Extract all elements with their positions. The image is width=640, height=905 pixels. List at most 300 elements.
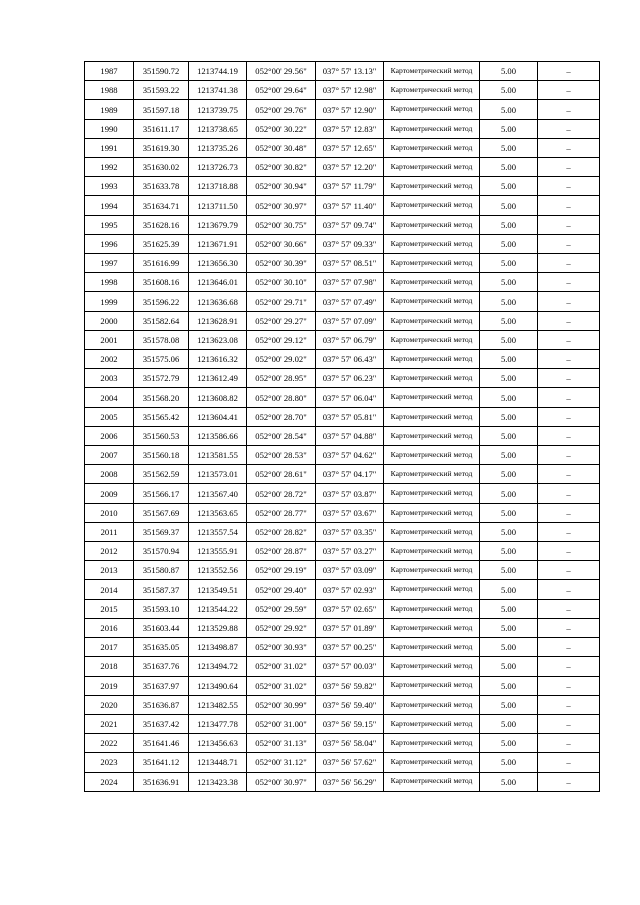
- point-number-cell: 2010: [85, 503, 134, 522]
- x-coordinate-cell: 351619.30: [134, 138, 189, 157]
- note-cell: –: [538, 100, 600, 119]
- table-row: [85, 618, 600, 637]
- latitude-cell: 052°00' 29.19": [247, 561, 316, 580]
- method-cell: Картометрический метод: [384, 465, 480, 484]
- method-cell: Картометрический метод: [384, 503, 480, 522]
- x-coordinate-cell: 351616.99: [134, 254, 189, 273]
- accuracy-cell: 5.00: [480, 407, 538, 426]
- table-row: [85, 215, 600, 234]
- note-cell: –: [538, 177, 600, 196]
- method-cell: Картометрический метод: [384, 542, 480, 561]
- method-cell: Картометрический метод: [384, 580, 480, 599]
- x-coordinate-cell: 351575.06: [134, 350, 189, 369]
- accuracy-cell: 5.00: [480, 772, 538, 791]
- method-cell: Картометрический метод: [384, 369, 480, 388]
- method-cell: Картометрический метод: [384, 177, 480, 196]
- longitude-cell: 037° 57' 07.09": [316, 311, 384, 330]
- point-number-cell: 2005: [85, 407, 134, 426]
- note-cell: –: [538, 292, 600, 311]
- point-number-cell: 1989: [85, 100, 134, 119]
- note-cell: –: [538, 714, 600, 733]
- method-cell: Картометрический метод: [384, 388, 480, 407]
- accuracy-cell: 5.00: [480, 369, 538, 388]
- table-row: [85, 81, 600, 100]
- method-cell: Картометрический метод: [384, 522, 480, 541]
- method-cell: Картометрический метод: [384, 350, 480, 369]
- note-cell: –: [538, 542, 600, 561]
- longitude-cell: 037° 57' 04.62": [316, 446, 384, 465]
- table-row: [85, 369, 600, 388]
- table-row: [85, 234, 600, 253]
- point-number-cell: 1992: [85, 158, 134, 177]
- table-row: [85, 484, 600, 503]
- y-coordinate-cell: 1213448.71: [189, 753, 247, 772]
- latitude-cell: 052°00' 28.61": [247, 465, 316, 484]
- accuracy-cell: 5.00: [480, 695, 538, 714]
- table-row: [85, 62, 600, 81]
- note-cell: –: [538, 215, 600, 234]
- x-coordinate-cell: 351590.72: [134, 62, 189, 81]
- method-cell: Картометрический метод: [384, 138, 480, 157]
- longitude-cell: 037° 57' 01.89": [316, 618, 384, 637]
- method-cell: Картометрический метод: [384, 426, 480, 445]
- longitude-cell: 037° 57' 03.27": [316, 542, 384, 561]
- note-cell: –: [538, 618, 600, 637]
- x-coordinate-cell: 351565.42: [134, 407, 189, 426]
- y-coordinate-cell: 1213738.65: [189, 119, 247, 138]
- table-row: [85, 311, 600, 330]
- y-coordinate-cell: 1213490.64: [189, 676, 247, 695]
- accuracy-cell: 5.00: [480, 311, 538, 330]
- y-coordinate-cell: 1213567.40: [189, 484, 247, 503]
- point-number-cell: 2023: [85, 753, 134, 772]
- method-cell: Картометрический метод: [384, 100, 480, 119]
- y-coordinate-cell: 1213563.65: [189, 503, 247, 522]
- latitude-cell: 052°00' 29.64": [247, 81, 316, 100]
- longitude-cell: 037° 57' 05.81": [316, 407, 384, 426]
- accuracy-cell: 5.00: [480, 657, 538, 676]
- longitude-cell: 037° 57' 00.25": [316, 638, 384, 657]
- table-row: [85, 465, 600, 484]
- y-coordinate-cell: 1213636.68: [189, 292, 247, 311]
- latitude-cell: 052°00' 30.93": [247, 638, 316, 657]
- accuracy-cell: 5.00: [480, 503, 538, 522]
- latitude-cell: 052°00' 28.53": [247, 446, 316, 465]
- table-row: [85, 138, 600, 157]
- method-cell: Картометрический метод: [384, 273, 480, 292]
- x-coordinate-cell: 351611.17: [134, 119, 189, 138]
- x-coordinate-cell: 351628.16: [134, 215, 189, 234]
- table-row: [85, 580, 600, 599]
- longitude-cell: 037° 57' 09.33": [316, 234, 384, 253]
- latitude-cell: 052°00' 29.76": [247, 100, 316, 119]
- accuracy-cell: 5.00: [480, 81, 538, 100]
- point-number-cell: 2019: [85, 676, 134, 695]
- x-coordinate-cell: 351636.87: [134, 695, 189, 714]
- method-cell: Картометрический метод: [384, 484, 480, 503]
- latitude-cell: 052°00' 30.39": [247, 254, 316, 273]
- x-coordinate-cell: 351562.59: [134, 465, 189, 484]
- point-number-cell: 2007: [85, 446, 134, 465]
- accuracy-cell: 5.00: [480, 618, 538, 637]
- y-coordinate-cell: 1213612.49: [189, 369, 247, 388]
- latitude-cell: 052°00' 30.99": [247, 695, 316, 714]
- accuracy-cell: 5.00: [480, 273, 538, 292]
- accuracy-cell: 5.00: [480, 599, 538, 618]
- accuracy-cell: 5.00: [480, 714, 538, 733]
- latitude-cell: 052°00' 28.77": [247, 503, 316, 522]
- x-coordinate-cell: 351634.71: [134, 196, 189, 215]
- latitude-cell: 052°00' 30.75": [247, 215, 316, 234]
- accuracy-cell: 5.00: [480, 734, 538, 753]
- note-cell: –: [538, 695, 600, 714]
- table-row: [85, 407, 600, 426]
- latitude-cell: 052°00' 31.12": [247, 753, 316, 772]
- y-coordinate-cell: 1213741.38: [189, 81, 247, 100]
- x-coordinate-cell: 351597.18: [134, 100, 189, 119]
- y-coordinate-cell: 1213735.26: [189, 138, 247, 157]
- y-coordinate-cell: 1213555.91: [189, 542, 247, 561]
- y-coordinate-cell: 1213628.91: [189, 311, 247, 330]
- point-number-cell: 1998: [85, 273, 134, 292]
- table-row: [85, 753, 600, 772]
- note-cell: –: [538, 138, 600, 157]
- table-row: [85, 350, 600, 369]
- longitude-cell: 037° 56' 59.15": [316, 714, 384, 733]
- point-number-cell: 1988: [85, 81, 134, 100]
- latitude-cell: 052°00' 29.12": [247, 330, 316, 349]
- method-cell: Картометрический метод: [384, 62, 480, 81]
- point-number-cell: 2021: [85, 714, 134, 733]
- longitude-cell: 037° 57' 12.20": [316, 158, 384, 177]
- y-coordinate-cell: 1213477.78: [189, 714, 247, 733]
- latitude-cell: 052°00' 30.94": [247, 177, 316, 196]
- latitude-cell: 052°00' 30.22": [247, 119, 316, 138]
- note-cell: –: [538, 273, 600, 292]
- note-cell: –: [538, 369, 600, 388]
- point-number-cell: 2008: [85, 465, 134, 484]
- longitude-cell: 037° 57' 03.35": [316, 522, 384, 541]
- table-row: [85, 503, 600, 522]
- method-cell: Картометрический метод: [384, 695, 480, 714]
- accuracy-cell: 5.00: [480, 215, 538, 234]
- point-number-cell: 1994: [85, 196, 134, 215]
- method-cell: Картометрический метод: [384, 753, 480, 772]
- latitude-cell: 052°00' 31.00": [247, 714, 316, 733]
- longitude-cell: 037° 57' 12.65": [316, 138, 384, 157]
- accuracy-cell: 5.00: [480, 753, 538, 772]
- latitude-cell: 052°00' 28.70": [247, 407, 316, 426]
- longitude-cell: 037° 57' 13.13": [316, 62, 384, 81]
- method-cell: Картометрический метод: [384, 772, 480, 791]
- point-number-cell: 1987: [85, 62, 134, 81]
- x-coordinate-cell: 351635.05: [134, 638, 189, 657]
- longitude-cell: 037° 57' 09.74": [316, 215, 384, 234]
- latitude-cell: 052°00' 29.56": [247, 62, 316, 81]
- y-coordinate-cell: 1213718.88: [189, 177, 247, 196]
- method-cell: Картометрический метод: [384, 311, 480, 330]
- longitude-cell: 037° 57' 03.67": [316, 503, 384, 522]
- y-coordinate-cell: 1213646.01: [189, 273, 247, 292]
- table-row: [85, 177, 600, 196]
- accuracy-cell: 5.00: [480, 62, 538, 81]
- note-cell: –: [538, 196, 600, 215]
- table-row: [85, 638, 600, 657]
- note-cell: –: [538, 350, 600, 369]
- method-cell: Картометрический метод: [384, 561, 480, 580]
- longitude-cell: 037° 56' 58.04": [316, 734, 384, 753]
- note-cell: –: [538, 503, 600, 522]
- longitude-cell: 037° 56' 57.62": [316, 753, 384, 772]
- method-cell: Картометрический метод: [384, 158, 480, 177]
- note-cell: –: [538, 311, 600, 330]
- table-row: [85, 657, 600, 676]
- longitude-cell: 037° 57' 00.03": [316, 657, 384, 676]
- table-row: [85, 772, 600, 791]
- point-number-cell: 2024: [85, 772, 134, 791]
- note-cell: –: [538, 734, 600, 753]
- x-coordinate-cell: 351637.76: [134, 657, 189, 676]
- x-coordinate-cell: 351603.44: [134, 618, 189, 637]
- x-coordinate-cell: 351633.78: [134, 177, 189, 196]
- latitude-cell: 052°00' 31.02": [247, 657, 316, 676]
- point-number-cell: 2001: [85, 330, 134, 349]
- point-number-cell: 2002: [85, 350, 134, 369]
- note-cell: –: [538, 426, 600, 445]
- y-coordinate-cell: 1213744.19: [189, 62, 247, 81]
- accuracy-cell: 5.00: [480, 119, 538, 138]
- table-row: [85, 676, 600, 695]
- point-number-cell: 2004: [85, 388, 134, 407]
- latitude-cell: 052°00' 30.66": [247, 234, 316, 253]
- latitude-cell: 052°00' 31.13": [247, 734, 316, 753]
- accuracy-cell: 5.00: [480, 676, 538, 695]
- point-number-cell: 2000: [85, 311, 134, 330]
- x-coordinate-cell: 351560.18: [134, 446, 189, 465]
- table-row: [85, 158, 600, 177]
- accuracy-cell: 5.00: [480, 196, 538, 215]
- x-coordinate-cell: 351630.02: [134, 158, 189, 177]
- point-number-cell: 2017: [85, 638, 134, 657]
- accuracy-cell: 5.00: [480, 292, 538, 311]
- y-coordinate-cell: 1213529.88: [189, 618, 247, 637]
- longitude-cell: 037° 57' 04.17": [316, 465, 384, 484]
- accuracy-cell: 5.00: [480, 177, 538, 196]
- table-row: [85, 292, 600, 311]
- x-coordinate-cell: 351593.10: [134, 599, 189, 618]
- table-row: [85, 388, 600, 407]
- table-row: [85, 119, 600, 138]
- latitude-cell: 052°00' 30.10": [247, 273, 316, 292]
- point-number-cell: 2015: [85, 599, 134, 618]
- table-row: [85, 254, 600, 273]
- longitude-cell: 037° 57' 07.98": [316, 273, 384, 292]
- latitude-cell: 052°00' 29.02": [247, 350, 316, 369]
- accuracy-cell: 5.00: [480, 100, 538, 119]
- point-number-cell: 1996: [85, 234, 134, 253]
- point-number-cell: 1997: [85, 254, 134, 273]
- point-number-cell: 2003: [85, 369, 134, 388]
- accuracy-cell: 5.00: [480, 234, 538, 253]
- table-row: [85, 714, 600, 733]
- longitude-cell: 037° 56' 56.29": [316, 772, 384, 791]
- accuracy-cell: 5.00: [480, 158, 538, 177]
- x-coordinate-cell: 351567.69: [134, 503, 189, 522]
- longitude-cell: 037° 57' 06.43": [316, 350, 384, 369]
- method-cell: Картометрический метод: [384, 292, 480, 311]
- y-coordinate-cell: 1213726.73: [189, 158, 247, 177]
- longitude-cell: 037° 57' 06.04": [316, 388, 384, 407]
- method-cell: Картометрический метод: [384, 330, 480, 349]
- y-coordinate-cell: 1213423.38: [189, 772, 247, 791]
- point-number-cell: 1993: [85, 177, 134, 196]
- method-cell: Картометрический метод: [384, 714, 480, 733]
- longitude-cell: 037° 57' 02.65": [316, 599, 384, 618]
- method-cell: Картометрический метод: [384, 215, 480, 234]
- y-coordinate-cell: 1213656.30: [189, 254, 247, 273]
- table-row: [85, 599, 600, 618]
- point-number-cell: 1999: [85, 292, 134, 311]
- y-coordinate-cell: 1213573.01: [189, 465, 247, 484]
- method-cell: Картометрический метод: [384, 599, 480, 618]
- y-coordinate-cell: 1213549.51: [189, 580, 247, 599]
- note-cell: –: [538, 446, 600, 465]
- longitude-cell: 037° 57' 02.93": [316, 580, 384, 599]
- accuracy-cell: 5.00: [480, 561, 538, 580]
- method-cell: Картометрический метод: [384, 734, 480, 753]
- latitude-cell: 052°00' 31.02": [247, 676, 316, 695]
- latitude-cell: 052°00' 29.92": [247, 618, 316, 637]
- table-row: [85, 542, 600, 561]
- y-coordinate-cell: 1213623.08: [189, 330, 247, 349]
- point-number-cell: 2009: [85, 484, 134, 503]
- method-cell: Картометрический метод: [384, 446, 480, 465]
- note-cell: –: [538, 119, 600, 138]
- table-row: [85, 100, 600, 119]
- y-coordinate-cell: 1213608.82: [189, 388, 247, 407]
- y-coordinate-cell: 1213604.41: [189, 407, 247, 426]
- accuracy-cell: 5.00: [480, 522, 538, 541]
- point-number-cell: 2012: [85, 542, 134, 561]
- x-coordinate-cell: 351578.08: [134, 330, 189, 349]
- note-cell: –: [538, 638, 600, 657]
- longitude-cell: 037° 57' 04.88": [316, 426, 384, 445]
- note-cell: –: [538, 484, 600, 503]
- coordinates-table: [84, 61, 600, 792]
- table-row: [85, 734, 600, 753]
- longitude-cell: 037° 57' 03.09": [316, 561, 384, 580]
- note-cell: –: [538, 657, 600, 676]
- x-coordinate-cell: 351582.64: [134, 311, 189, 330]
- latitude-cell: 052°00' 28.72": [247, 484, 316, 503]
- method-cell: Картометрический метод: [384, 254, 480, 273]
- note-cell: –: [538, 388, 600, 407]
- x-coordinate-cell: 351641.46: [134, 734, 189, 753]
- method-cell: Картометрический метод: [384, 81, 480, 100]
- method-cell: Картометрический метод: [384, 657, 480, 676]
- note-cell: –: [538, 465, 600, 484]
- method-cell: Картометрический метод: [384, 676, 480, 695]
- latitude-cell: 052°00' 28.80": [247, 388, 316, 407]
- x-coordinate-cell: 351570.94: [134, 542, 189, 561]
- point-number-cell: 2018: [85, 657, 134, 676]
- longitude-cell: 037° 57' 08.51": [316, 254, 384, 273]
- longitude-cell: 037° 57' 06.23": [316, 369, 384, 388]
- note-cell: –: [538, 676, 600, 695]
- note-cell: –: [538, 330, 600, 349]
- table-row: [85, 522, 600, 541]
- method-cell: Картометрический метод: [384, 407, 480, 426]
- y-coordinate-cell: 1213456.63: [189, 734, 247, 753]
- method-cell: Картометрический метод: [384, 234, 480, 253]
- point-number-cell: 2014: [85, 580, 134, 599]
- accuracy-cell: 5.00: [480, 426, 538, 445]
- method-cell: Картометрический метод: [384, 638, 480, 657]
- accuracy-cell: 5.00: [480, 446, 538, 465]
- note-cell: –: [538, 580, 600, 599]
- note-cell: –: [538, 599, 600, 618]
- y-coordinate-cell: 1213557.54: [189, 522, 247, 541]
- x-coordinate-cell: 351637.42: [134, 714, 189, 733]
- accuracy-cell: 5.00: [480, 484, 538, 503]
- y-coordinate-cell: 1213739.75: [189, 100, 247, 119]
- longitude-cell: 037° 57' 12.83": [316, 119, 384, 138]
- coordinates-table-body: [85, 62, 600, 792]
- y-coordinate-cell: 1213581.55: [189, 446, 247, 465]
- note-cell: –: [538, 561, 600, 580]
- note-cell: –: [538, 234, 600, 253]
- y-coordinate-cell: 1213671.91: [189, 234, 247, 253]
- longitude-cell: 037° 56' 59.40": [316, 695, 384, 714]
- accuracy-cell: 5.00: [480, 330, 538, 349]
- y-coordinate-cell: 1213679.79: [189, 215, 247, 234]
- method-cell: Картометрический метод: [384, 119, 480, 138]
- table-row: [85, 196, 600, 215]
- x-coordinate-cell: 351580.87: [134, 561, 189, 580]
- table-row: [85, 426, 600, 445]
- accuracy-cell: 5.00: [480, 350, 538, 369]
- note-cell: –: [538, 522, 600, 541]
- x-coordinate-cell: 351560.53: [134, 426, 189, 445]
- latitude-cell: 052°00' 28.82": [247, 522, 316, 541]
- accuracy-cell: 5.00: [480, 388, 538, 407]
- latitude-cell: 052°00' 28.54": [247, 426, 316, 445]
- x-coordinate-cell: 351569.37: [134, 522, 189, 541]
- latitude-cell: 052°00' 29.27": [247, 311, 316, 330]
- table-row: [85, 695, 600, 714]
- method-cell: Картометрический метод: [384, 618, 480, 637]
- note-cell: –: [538, 81, 600, 100]
- longitude-cell: 037° 57' 11.40": [316, 196, 384, 215]
- latitude-cell: 052°00' 30.97": [247, 772, 316, 791]
- accuracy-cell: 5.00: [480, 254, 538, 273]
- x-coordinate-cell: 351625.39: [134, 234, 189, 253]
- accuracy-cell: 5.00: [480, 465, 538, 484]
- table-row: [85, 561, 600, 580]
- y-coordinate-cell: 1213494.72: [189, 657, 247, 676]
- method-cell: Картометрический метод: [384, 196, 480, 215]
- table-row: [85, 446, 600, 465]
- x-coordinate-cell: 351637.97: [134, 676, 189, 695]
- latitude-cell: 052°00' 28.95": [247, 369, 316, 388]
- point-number-cell: 2013: [85, 561, 134, 580]
- point-number-cell: 2022: [85, 734, 134, 753]
- longitude-cell: 037° 57' 07.49": [316, 292, 384, 311]
- point-number-cell: 1990: [85, 119, 134, 138]
- point-number-cell: 1995: [85, 215, 134, 234]
- longitude-cell: 037° 57' 11.79": [316, 177, 384, 196]
- x-coordinate-cell: 351568.20: [134, 388, 189, 407]
